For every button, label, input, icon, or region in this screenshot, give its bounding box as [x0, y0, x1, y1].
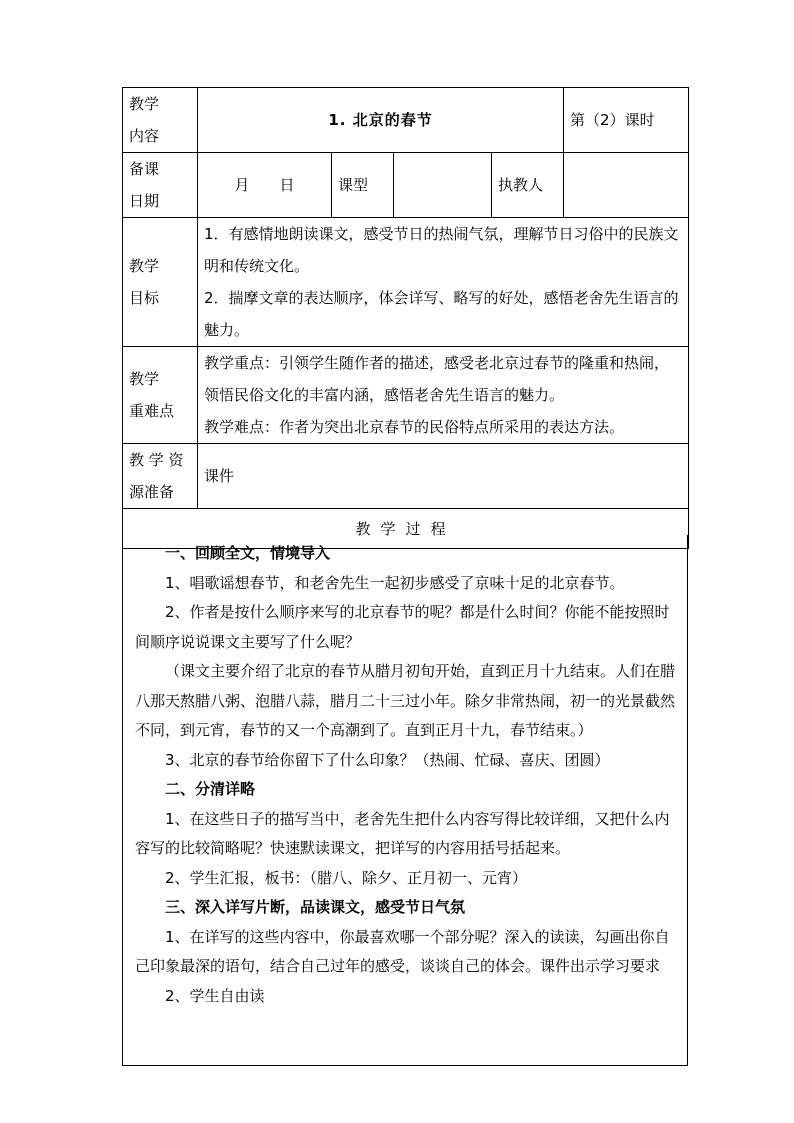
process-heading: 教学过程 [123, 509, 689, 549]
process-paragraph: 2、学生自由读 [165, 986, 265, 1005]
lesson-plan-table [122, 87, 689, 549]
key-points-row [123, 347, 689, 444]
resources-value: 课件 [198, 444, 689, 509]
goal-item: 2．揣摩文章的表达顺序，体会详写、略写的好处，感悟老舍先生语言的魅力。 [204, 289, 679, 339]
lesson-title: 1. 北京的春节 [198, 88, 564, 153]
process-paragraph: 1、唱歌谣想春节，和老舍先生一起初步感受了京味十足的北京春节。 [165, 573, 625, 592]
resources-row [123, 444, 689, 509]
goal-item: 1．有感情地朗读课文，感受节日的热闹气氛，理解节日习俗中的民族文明和传统文化。 [204, 225, 679, 275]
lesson-number: 第（2）课时 [564, 88, 689, 153]
resources-label: 教 学 资 源准备 [123, 444, 198, 509]
key-points-content [198, 347, 689, 444]
goals-label: 教学 目标 [123, 218, 198, 347]
process-paragraph: 2、作者是按什么顺序来写的北京春节的呢？都是什么时间？你能不能按照时间顺序说说课文主要写了什么呢？ [135, 603, 670, 651]
teacher-value [564, 153, 689, 218]
process-body [122, 535, 688, 1066]
process-paragraph: 1、在详写的这些内容中，你最喜欢哪一个部分呢？深入的读读，勾画出你自己印象最深的语句，结合自己过年的感受，谈谈自己的体会。课件出示学习要求 [135, 927, 670, 975]
key-point-item: 教学难点：作者为突出北京春节的民俗特点所采用的表达方法。 [204, 418, 625, 436]
teacher-label: 执教人 [492, 153, 564, 218]
process-section-heading: 一、回顾全文，情境导入 [165, 544, 331, 562]
process-section-heading: 三、深入详写片断，品读课文，感受节日气氛 [165, 898, 466, 916]
goals-content [198, 218, 689, 347]
prep-row [123, 153, 689, 218]
key-points-label: 教学 重难点 [123, 347, 198, 444]
goals-row [123, 218, 689, 347]
content-label: 教学 内容 [123, 88, 198, 153]
process-paragraph: （课文主要介绍了北京的春节从腊月初旬开始，直到正月十九结束。人们在腊八那天熬腊八粥、泡腊八蒜，腊月二十三过小年。除夕非常热闹，初一的光景截然不同，到元宵，春节的又一个高潮到了。直到正月十九，春节结束。） [135, 662, 676, 739]
key-point-item: 教学重点：引领学生随作者的描述，感受老北京过春节的隆重和热闹，领悟民俗文化的丰富内涵，感悟老舍先生语言的魅力。 [204, 354, 670, 404]
date-value: 月 日 [198, 153, 332, 218]
header-row [123, 88, 689, 153]
date-label: 备课 日期 [123, 153, 198, 218]
type-label: 课型 [332, 153, 394, 218]
process-paragraph: 3、北京的春节给你留下了什么印象？（热闹、忙碌、喜庆、团圆） [165, 750, 610, 769]
process-section-heading: 二、分清详略 [165, 780, 256, 798]
process-paragraph: 1、在这些日子的描写当中，老舍先生把什么内容写得比较详细，又把什么内容写的比较简略呢？快速默读课文，把详写的内容用括号括起来。 [135, 809, 670, 857]
type-value [394, 153, 492, 218]
process-paragraph: 2、学生汇报，板书：（腊八、除夕、正月初一、元宵） [165, 868, 528, 887]
